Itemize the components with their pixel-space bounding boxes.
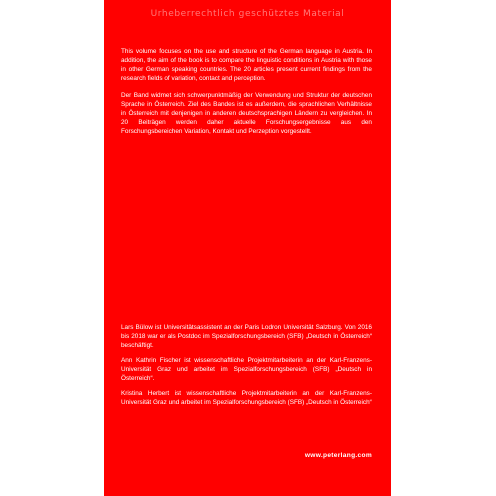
bio-kristina-herbert: Kristina Herbert ist wissenschaftliche Projektmitarbeiterin an der Karl-Franzens-Universität Graz und arbeitet im Spezialforschungsbereich (SFB) „Deutsch in Österreich“ — [121, 390, 372, 406]
author-bios — [121, 323, 372, 407]
abstract-english: This volume focuses on the use and structure of the German language in Austria. In addition, the aim of the book is to compare the linguistic conditions in Austria with those in other German speaking countries. The 20 articles present current findings from the research fields of variation, contact and perception. — [121, 48, 372, 82]
copyright-watermark: Urheberrechtlich geschütztes Material — [150, 9, 345, 19]
abstract-section — [121, 47, 372, 136]
back-cover — [104, 0, 391, 496]
abstract-german: Der Band widmet sich schwerpunktmäßig der Verwendung und Struktur der deutschen Sprache in Österreich. Ziel des Bandes ist es außerdem, die sprachlichen Verhältnisse in Österreich mit denjenigen in anderen deutschsprachigen Ländern zu vergleichen. In 20 Beiträgen werden daher aktuelle Forschungsergebnisse aus den Forschungsbereichen Variation, Kontakt und Perzeption vorgestellt. — [121, 92, 372, 135]
bio-lars-bulow: Lars Bülow ist Universitätsassistent an der Paris Lodron Universität Salzburg. Von 2016 bis 2018 war er als Postdoc im Spezialforschungsbereich (SFB) „Deutsch in Österreich“ beschäftigt. — [121, 324, 372, 349]
bio-ann-kathrin-fischer: Ann Kathrin Fischer ist wissenschaftliche Projektmitarbeiterin an der Karl-Franzens-Universität Graz und arbeitet im Spezialforschungsbereich (SFB) „Deutsch in Österreich“. — [121, 357, 372, 382]
publisher-website: www.peterlang.com — [304, 452, 372, 459]
